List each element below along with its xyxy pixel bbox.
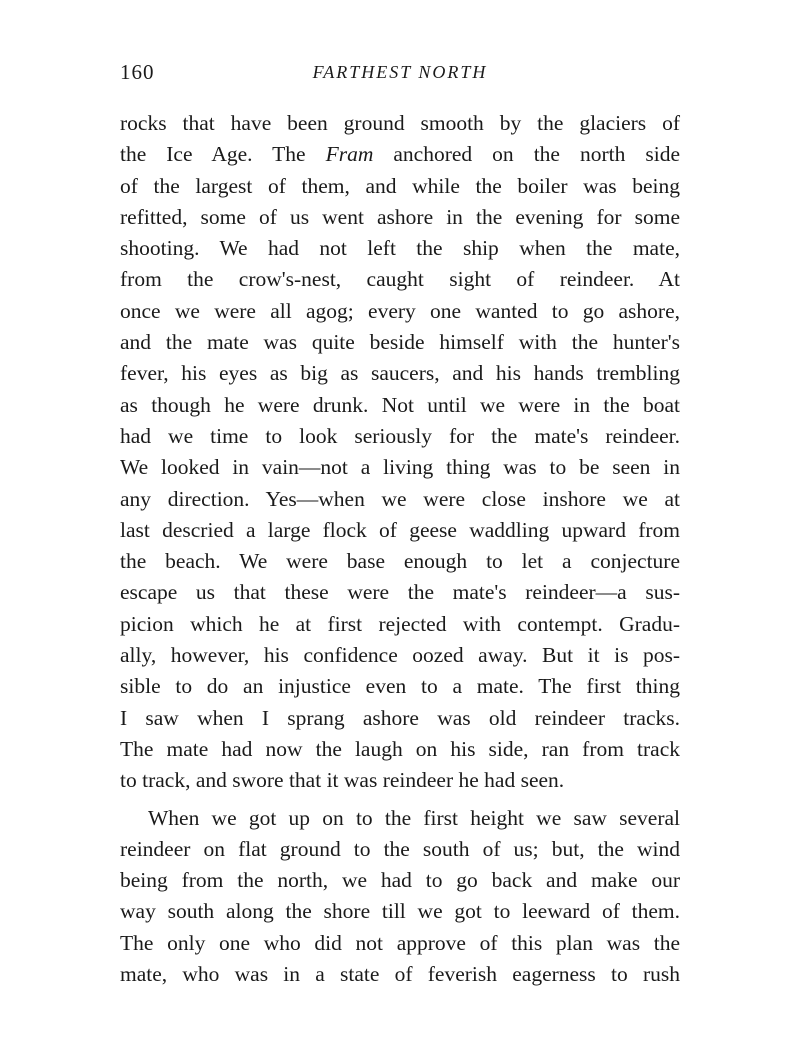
text-line: as though he were drunk. Not until we were in the boat xyxy=(120,392,680,417)
text-line: last descried a large flock of geese waddling upward from xyxy=(120,517,680,542)
text-fragment: anchored on the north side xyxy=(373,142,680,167)
text-line: way south along the shore till we got to leeward of them. xyxy=(120,899,680,924)
text-line: sible to do an injustice even to a mate. The first thing xyxy=(120,674,680,699)
text-line: I saw when I sprang ashore was old reindeer tracks. xyxy=(120,705,680,730)
text-line: the beach. We were base enough to let a conjecture xyxy=(120,549,680,574)
text-line: The mate had now the laugh on his side, ran from track xyxy=(120,736,680,761)
body-text xyxy=(120,108,680,990)
text-line: escape us that these were the mate's reindeer—a sus- xyxy=(120,580,680,605)
text-fragment: the Ice Age. The xyxy=(120,142,326,167)
text-line: picion which he at first rejected with contempt. Gradu- xyxy=(120,611,680,636)
text-line: We looked in vain—not a living thing was to be seen in xyxy=(120,455,680,480)
text-line: from the crow's-nest, caught sight of reindeer. At xyxy=(120,267,680,292)
text-line-with-italic xyxy=(120,139,680,170)
text-line: refitted, some of us went ashore in the evening for some xyxy=(120,204,680,229)
text-line: fever, his eyes as big as saucers, and his hands trembling xyxy=(120,361,680,386)
ship-name-italic: Fram xyxy=(325,142,374,167)
text-line: shooting. We had not left the ship when the mate, xyxy=(120,236,680,261)
text-line: any direction. Yes—when we were close inshore we at xyxy=(120,486,680,511)
text-line: had we time to look seriously for the mate's reindeer. xyxy=(120,423,680,448)
text-line: The only one who did not approve of this plan was the xyxy=(120,930,680,955)
text-line: ally, however, his confidence oozed away. But it is pos- xyxy=(120,643,680,668)
running-title: FARTHEST NORTH xyxy=(312,62,488,82)
text-line: When we got up on to the first height we saw several xyxy=(148,805,680,830)
text-line: to track, and swore that it was reindeer he had seen. xyxy=(120,768,565,793)
text-line: and the mate was quite beside himself with the hunter's xyxy=(120,330,680,355)
text-line: being from the north, we had to go back and make our xyxy=(120,868,680,893)
page-header xyxy=(120,60,680,90)
page-number: 160 xyxy=(120,60,155,84)
text-line: rocks that have been ground smooth by the glaciers of xyxy=(120,111,680,135)
text-line: once we were all agog; every one wanted to go ashore, xyxy=(120,298,680,323)
text-line: mate, who was in a state of feverish eagerness to rush xyxy=(120,962,680,987)
text-line: reindeer on flat ground to the south of us; but, the wind xyxy=(120,836,680,861)
text-line: of the largest of them, and while the boiler was being xyxy=(120,173,680,198)
